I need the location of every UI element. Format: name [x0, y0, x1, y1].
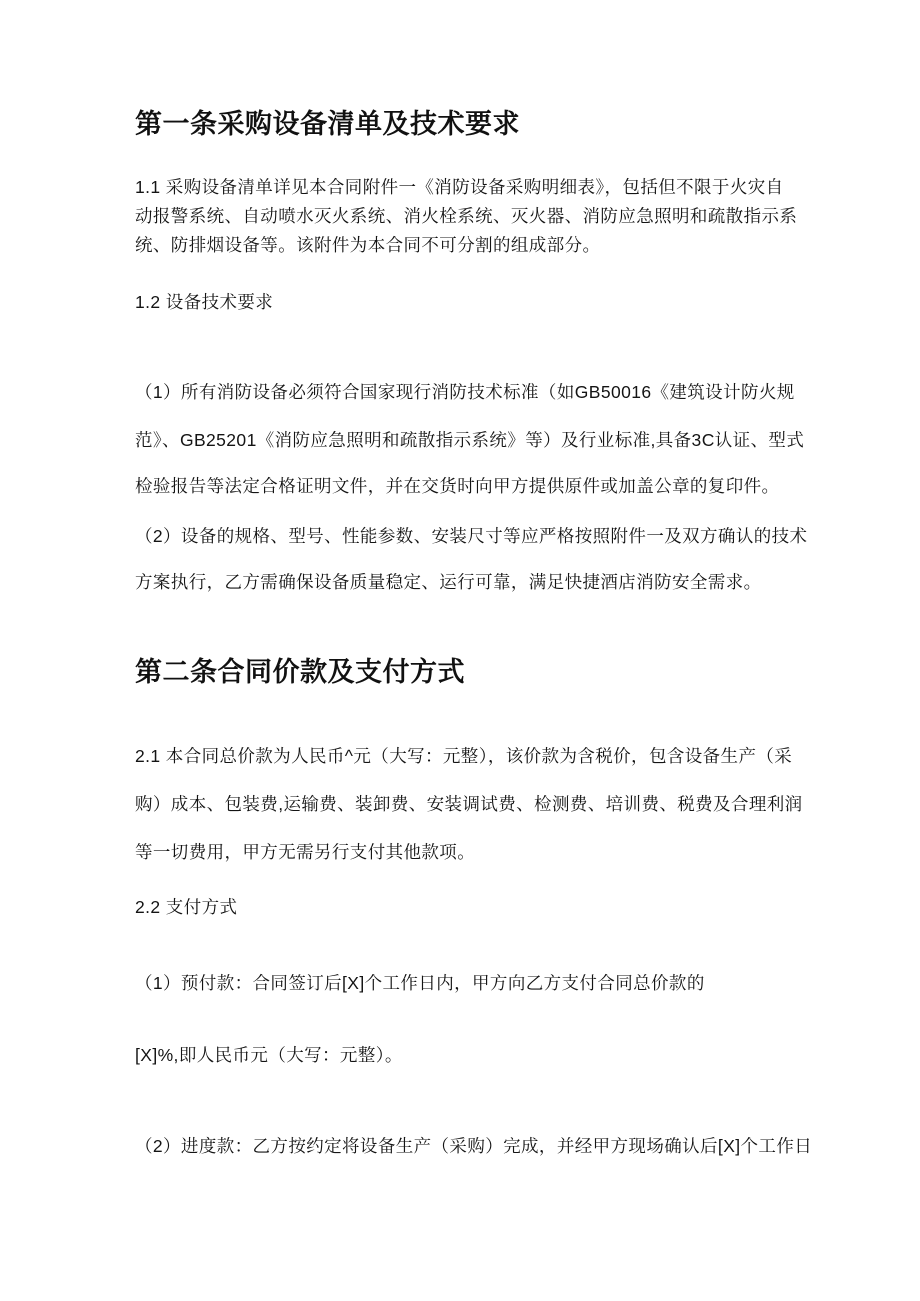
article2-item2-line-1: （2）进度款：乙方按约定将设备生产（采购）完成，并经甲方现场确认后[X]个工作日	[135, 1136, 813, 1156]
article1-item2-line-2: 方案执行，乙方需确保设备质量稳定、运行可靠，满足快捷酒店消防安全需求。	[135, 572, 762, 592]
clause-1-1-line-1: 1.1 采购设备清单详见本合同附件一《消防设备采购明细表》，包括但不限于火灾自	[135, 177, 784, 197]
clause-1-2: 1.2 设备技术要求	[135, 292, 274, 312]
clause-2-1-line-3: 等一切费用，甲方无需另行支付其他款项。	[135, 842, 476, 862]
clause-1-1-line-2: 动报警系统、自动喷水灭火系统、消火栓系统、灭火器、消防应急照明和疏散指示系	[135, 206, 798, 226]
article1-item2-line-1: （2）设备的规格、型号、性能参数、安装尺寸等应严格按照附件一及双方确认的技术	[135, 526, 808, 546]
article1-heading: 第一条采购设备清单及技术要求	[135, 109, 520, 139]
clause-2-1-line-2: 购）成本、包装费,运输费、装卸费、安装调试费、检测费、培训费、税费及合理利润	[135, 794, 803, 814]
clause-1-1-line-3: 统、防排烟设备等。该附件为本合同不可分割的组成部分。	[135, 235, 601, 255]
clause-2-1-line-1: 2.1 本合同总价款为人民币^元（大写：元整），该价款为含税价，包含设备生产（采	[135, 746, 793, 766]
article2-item1-line-2: [X]%,即人民币元（大写：元整）。	[135, 1045, 403, 1065]
article2-heading: 第二条合同价款及支付方式	[135, 657, 465, 687]
article2-item1-line-1: （1）预付款：合同签订后[X]个工作日内，甲方向乙方支付合同总价款的	[135, 973, 705, 993]
article1-item1-line-3: 检验报告等法定合格证明文件，并在交货时向甲方提供原件或加盖公章的复印件。	[135, 476, 780, 496]
article1-item1-line-2: 范》、GB25201《消防应急照明和疏散指示系统》等）及行业标准,具备3C认证、型式	[135, 430, 805, 450]
article1-item1-line-1: （1）所有消防设备必须符合国家现行消防技术标准（如GB50016《建筑设计防火规	[135, 382, 795, 402]
clause-2-2: 2.2 支付方式	[135, 897, 238, 917]
